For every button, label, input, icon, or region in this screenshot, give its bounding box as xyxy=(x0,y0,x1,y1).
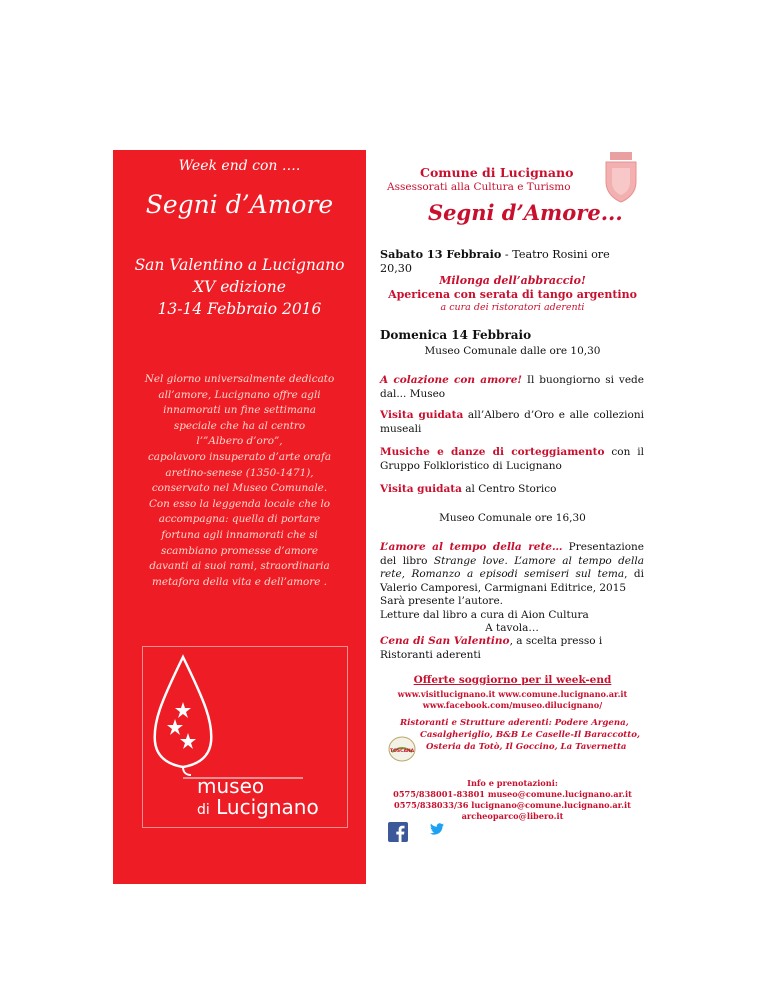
ristoratori-line: a cura dei ristoratori aderenti xyxy=(440,302,585,313)
description-line: fortuna agli innamorati che si xyxy=(161,528,318,541)
visita-text: all’Albero d’Oro e alle collezioni museali xyxy=(380,409,644,435)
colazione-text: Il buongiorno si vede dal... Museo xyxy=(380,374,644,400)
toscana-label: TOSCANA xyxy=(390,749,415,754)
amore-text: Presentazione del libro xyxy=(380,541,644,567)
facebook-link[interactable]: www.facebook.com/museo.dilucignano/ xyxy=(422,700,603,710)
colazione-item xyxy=(380,374,644,401)
subtitle-line: San Valentino a Lucignano xyxy=(134,256,345,274)
left-panel xyxy=(113,150,366,884)
description-line: all’amore, Lucignano offre agli xyxy=(158,388,321,401)
subtitle-line: XV edizione xyxy=(193,278,286,296)
saturday-heading xyxy=(380,248,645,275)
info-block xyxy=(380,778,645,822)
cena-label: Cena di San Valentino xyxy=(380,635,510,647)
description-line: accompagna: quella di portare xyxy=(158,513,321,526)
logo-text-name: Lucignano xyxy=(216,795,319,819)
musiche-item xyxy=(380,446,644,473)
weekend-heading: Week end con …. xyxy=(178,158,301,174)
presente-line: Sarà presente l’autore. xyxy=(380,595,503,607)
milonga-title: Milonga dell’abbraccio! xyxy=(439,274,586,287)
colazione-label: A colazione con amore! xyxy=(380,374,523,386)
description-line: aretino-senese (1350-1471), xyxy=(165,466,314,479)
website-link[interactable]: www.visitlucignano.it www.comune.lucignano.ar.it xyxy=(397,689,628,699)
description-line: l’”Albero d’oro”, xyxy=(196,435,283,448)
description-line: innamorati un fine settimana xyxy=(163,404,316,417)
museo-logo xyxy=(142,646,348,828)
description xyxy=(113,372,366,590)
info-title: Info e prenotazioni: xyxy=(467,778,558,788)
milonga-block xyxy=(380,274,645,315)
logo-text-museo: museo xyxy=(197,774,265,798)
info-line[interactable]: 0575/838001-83801 museo@comune.lucignano.ar.it xyxy=(393,789,632,799)
left-title: Segni d’Amore xyxy=(145,190,334,219)
description-line: conservato nel Museo Comunale. xyxy=(151,482,328,495)
assessorati-line: Assessorati alla Cultura e Turismo xyxy=(387,181,571,193)
subtitle-line: 13-14 Febbraio 2016 xyxy=(157,300,322,318)
logo-text-lucignano xyxy=(197,795,319,819)
amore-label: L’amore al tempo della rete… xyxy=(380,541,563,553)
info-line[interactable]: archeoparco@libero.it xyxy=(461,811,564,821)
visita-item-1 xyxy=(380,409,644,436)
facebook-icon[interactable] xyxy=(388,822,408,846)
description-line: Nel giorno universalmente dedicato xyxy=(144,373,335,385)
toscana-badge xyxy=(388,736,416,766)
amore-item xyxy=(380,541,644,595)
apericena-line: Apericena con serata di tango argentino xyxy=(388,287,637,301)
saturday-date: Sabato 13 Febbraio xyxy=(380,247,502,261)
book-title: Strange love. L’amore al tempo della rete, Romanzo a episodi semiseri sul tema xyxy=(380,554,644,580)
ristoranti-line: Ristoranti e Strutture aderenti: Podere Argena, xyxy=(400,718,629,728)
sunday-heading: Domenica 14 Febbraio xyxy=(380,328,532,342)
amore-text-2: , di Valerio Camporesi, Carmignani Editrice, 2015 xyxy=(380,568,644,594)
event-subtitle xyxy=(113,254,366,320)
saturday-place: - Teatro Rosini ore 20,30 xyxy=(380,248,610,275)
description-line: scambiano promesse d’amore xyxy=(161,544,318,557)
visita-item-2 xyxy=(380,483,644,497)
offerte-link[interactable]: Offerte soggiorno per il week-end xyxy=(413,674,612,686)
ristoranti-line: Osteria da Totò, Il Goccino, La Tavernetta xyxy=(426,742,627,752)
visita-text: al Centro Storico xyxy=(461,483,557,495)
museum-afternoon-time: Museo Comunale ore 16,30 xyxy=(439,512,586,524)
website-links xyxy=(380,689,645,711)
museum-morning-time: Museo Comunale dalle ore 10,30 xyxy=(424,345,601,357)
description-line: Con esso la leggenda locale che lo xyxy=(148,497,331,510)
info-line[interactable]: 0575/838033/36 lucignano@comune.lucignano.ar.it xyxy=(394,800,631,810)
ristoranti-line: Casalgheriglio, B&B Le Caselle-Il Baraccotto, xyxy=(420,730,640,740)
twitter-icon[interactable] xyxy=(430,823,444,839)
comune-title: Comune di Lucignano xyxy=(420,165,574,180)
visita-label: Visita guidata xyxy=(380,409,464,421)
musiche-text: con il Gruppo Folkloristico di Lucignano xyxy=(380,446,644,472)
description-line: speciale che ha al centro xyxy=(173,419,306,432)
description-line: capolavoro insuperato d’arte orafa xyxy=(147,450,332,463)
cena-text: , a scelta presso i Ristoranti aderenti xyxy=(380,635,603,661)
right-title: Segni d’Amore... xyxy=(428,200,623,225)
musiche-label: Musiche e danze di corteggiamento xyxy=(380,446,605,458)
ristoranti-block xyxy=(400,717,645,753)
description-line: davanti ai suoi rami, straordinaria xyxy=(149,560,330,573)
cena-item xyxy=(380,635,644,662)
visita-label: Visita guidata xyxy=(380,483,462,495)
logo-text-di: di xyxy=(197,802,210,818)
description-line: metafora della vita e dell’amore . xyxy=(152,575,327,588)
letture-line: Letture dal libro a cura di Aion Cultura xyxy=(380,609,589,621)
tavola-line: A tavola… xyxy=(485,622,539,634)
